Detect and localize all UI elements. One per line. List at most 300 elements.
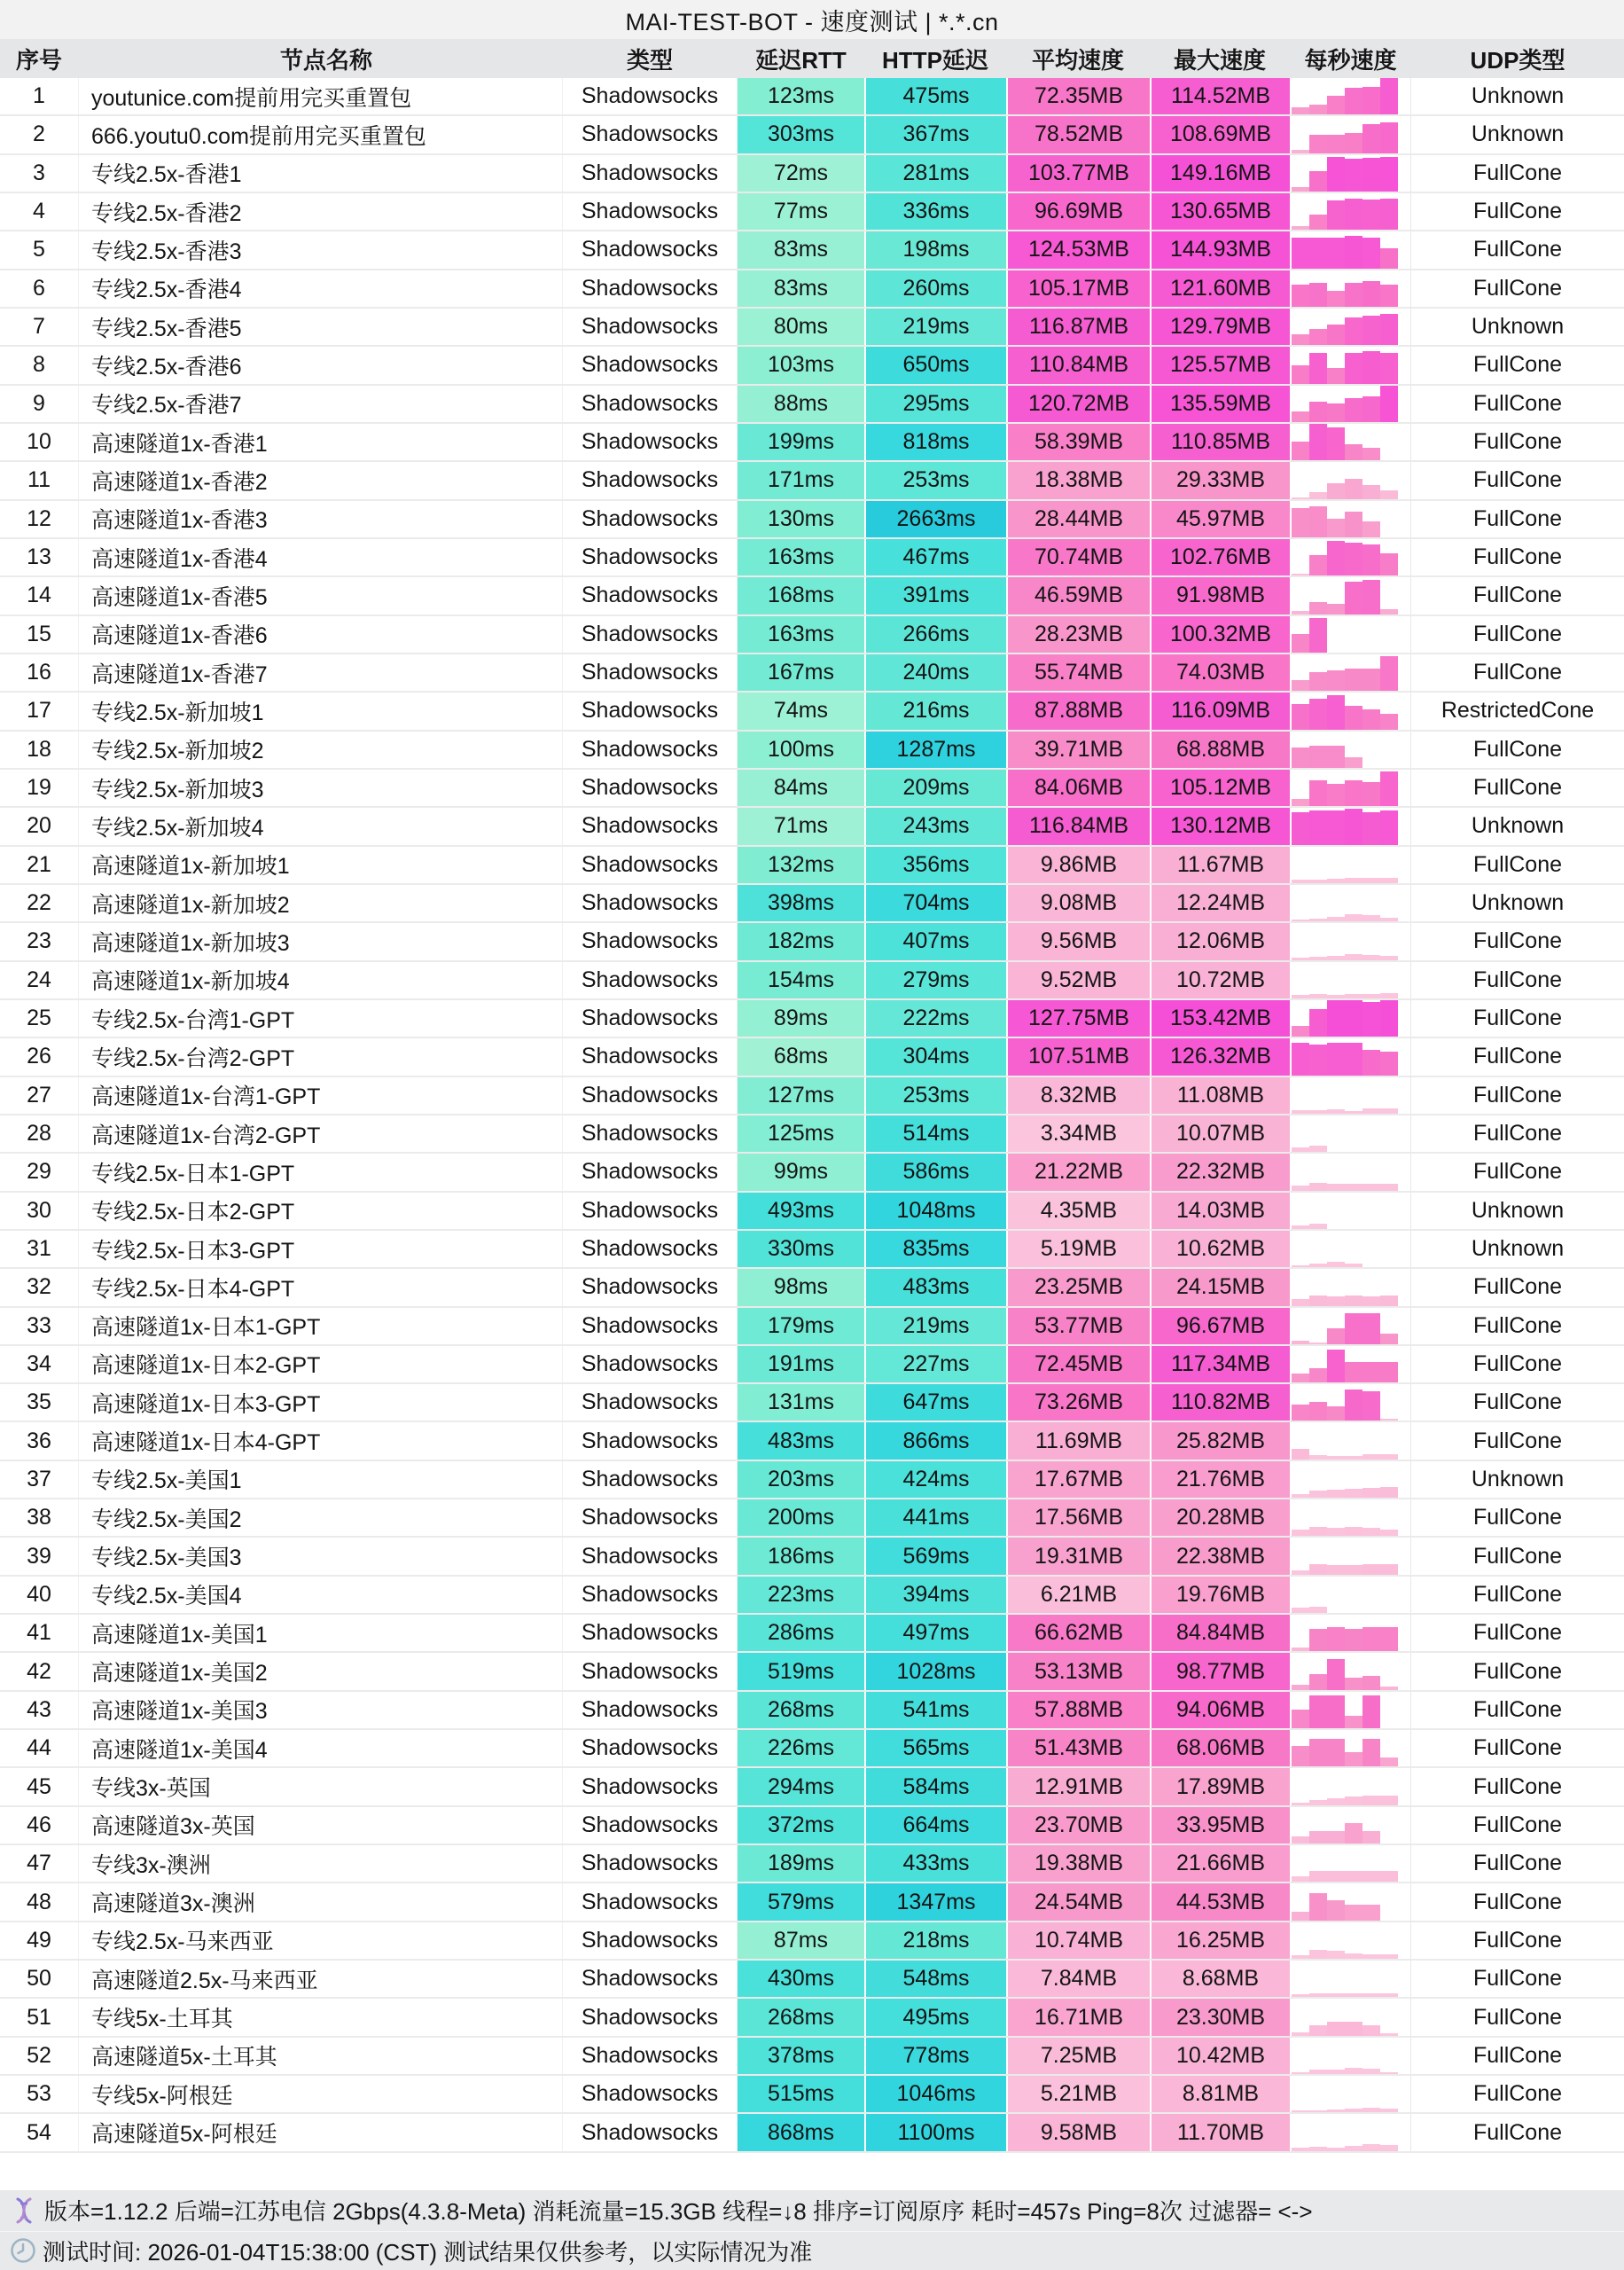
- speed-bar: [1309, 699, 1327, 730]
- per-second-speed-chart: [1290, 1577, 1411, 1613]
- row-index-cell: 1: [33, 83, 45, 109]
- row-index-cell: 26: [27, 1044, 51, 1069]
- avg-speed-cell: 18.38MB: [1006, 462, 1150, 498]
- speed-bar: [1345, 1313, 1362, 1344]
- latency-rtt-cell: 84ms: [738, 770, 864, 806]
- per-second-speed-chart: [1290, 193, 1411, 230]
- speed-bar: [1327, 135, 1345, 153]
- per-second-speed-chart: [1290, 2114, 1411, 2150]
- row-index-cell: 41: [27, 1620, 51, 1646]
- latency-rtt-cell: 163ms: [738, 539, 864, 575]
- udp-type-cell: FullCone: [1472, 1966, 1563, 1992]
- udp-type-cell: FullCone: [1472, 1082, 1563, 1108]
- max-speed-cell: 96.67MB: [1150, 1308, 1290, 1344]
- speed-bar: [1345, 1716, 1362, 1728]
- http-latency-cell: 1028ms: [864, 1653, 1006, 1689]
- table-row: [0, 885, 1624, 923]
- udp-type-cell: FullCone: [1472, 967, 1563, 992]
- speed-bar: [1327, 956, 1345, 960]
- http-latency-cell: 584ms: [864, 1768, 1006, 1804]
- http-latency-cell: 240ms: [864, 654, 1006, 691]
- clock-icon: [9, 2236, 37, 2265]
- http-latency-cell: 541ms: [864, 1692, 1006, 1728]
- speed-bar: [1380, 1487, 1398, 1498]
- avg-speed-cell: 116.84MB: [1006, 808, 1150, 844]
- udp-type-cell: FullCone: [1472, 544, 1563, 570]
- max-speed-cell: 10.62MB: [1150, 1231, 1290, 1267]
- per-second-speed-chart: [1290, 501, 1411, 537]
- speed-bar: [1292, 187, 1309, 192]
- speed-bar: [1292, 1147, 1309, 1152]
- table-row: [0, 1000, 1624, 1038]
- speed-bar: [1309, 1893, 1327, 1921]
- node-type-cell: Shadowsocks: [562, 1346, 738, 1382]
- node-type-cell: Shadowsocks: [562, 577, 738, 614]
- latency-rtt-cell: 579ms: [738, 1883, 864, 1920]
- per-second-speed-chart: [1290, 2076, 1411, 2112]
- http-latency-cell: 569ms: [864, 1538, 1006, 1574]
- node-name-cell: 专线2.5x-美国4: [78, 1577, 562, 1613]
- speed-bar: [1292, 1043, 1309, 1076]
- speed-bar: [1362, 1954, 1380, 1959]
- max-speed-cell: 45.97MB: [1150, 501, 1290, 537]
- node-name-cell: 专线3x-英国: [78, 1768, 562, 1804]
- speed-bar: [1309, 1739, 1327, 1766]
- speed-bar: [1345, 236, 1362, 269]
- speed-bar: [1362, 915, 1380, 921]
- table-row: [0, 654, 1624, 693]
- max-speed-cell: 105.12MB: [1150, 770, 1290, 806]
- latency-rtt-cell: 163ms: [738, 616, 864, 653]
- node-type-cell: Shadowsocks: [562, 270, 738, 307]
- speed-bar: [1345, 1184, 1362, 1191]
- udp-type-cell: FullCone: [1472, 1274, 1563, 1300]
- speed-bar: [1362, 1454, 1380, 1460]
- per-second-speed-chart: [1290, 1077, 1411, 1114]
- latency-rtt-cell: 171ms: [738, 462, 864, 498]
- row-index-cell: 10: [27, 429, 51, 455]
- speed-bar: [1309, 353, 1327, 384]
- latency-rtt-cell: 100ms: [738, 732, 864, 768]
- avg-speed-cell: 53.77MB: [1006, 1308, 1150, 1344]
- speed-bar: [1292, 1710, 1309, 1728]
- per-second-speed-chart: [1290, 770, 1411, 806]
- latency-rtt-cell: 72ms: [738, 155, 864, 192]
- table-row: [0, 1845, 1624, 1883]
- speed-bar: [1292, 1685, 1309, 1690]
- latency-rtt-cell: 199ms: [738, 424, 864, 460]
- udp-type-cell: FullCone: [1472, 660, 1563, 685]
- speed-bar: [1309, 1800, 1327, 1805]
- max-speed-cell: 25.82MB: [1150, 1422, 1290, 1459]
- table-row: [0, 616, 1624, 654]
- latency-rtt-cell: 132ms: [738, 847, 864, 883]
- avg-speed-cell: 96.69MB: [1006, 193, 1150, 230]
- latency-rtt-cell: 189ms: [738, 1845, 864, 1882]
- speed-bar: [1327, 1000, 1345, 1037]
- speed-bar: [1345, 543, 1362, 575]
- node-name-cell: 专线2.5x-香港5: [78, 309, 562, 345]
- node-type-cell: Shadowsocks: [562, 1499, 738, 1536]
- table-row: [0, 1038, 1624, 1076]
- speed-bar: [1327, 157, 1345, 192]
- speed-bar: [1362, 1993, 1380, 1997]
- speed-bar: [1345, 1796, 1362, 1805]
- speed-bar: [1309, 1674, 1327, 1690]
- table-row: [0, 1692, 1624, 1730]
- col-header-max-speed: 最大速度: [1173, 46, 1266, 74]
- speed-bar: [1380, 314, 1398, 345]
- udp-type-cell: RestrictedCone: [1441, 698, 1595, 724]
- table-footer-gap: [0, 2153, 1624, 2190]
- http-latency-cell: 253ms: [864, 1077, 1006, 1114]
- node-type-cell: Shadowsocks: [562, 1038, 738, 1075]
- node-name-cell: 专线2.5x-香港6: [78, 347, 562, 383]
- row-index-cell: 7: [33, 314, 45, 340]
- speed-bar: [1309, 880, 1327, 883]
- speed-bar: [1309, 746, 1327, 768]
- speed-bar: [1292, 680, 1309, 691]
- speed-bar: [1327, 1528, 1345, 1536]
- table-row: [0, 1499, 1624, 1538]
- node-name-cell: 高速隧道2.5x-马来西亚: [78, 1961, 562, 1997]
- speed-bar: [1309, 1607, 1327, 1613]
- row-index-cell: 46: [27, 1812, 51, 1837]
- speed-bar: [1292, 285, 1309, 307]
- row-index-cell: 45: [27, 1773, 51, 1799]
- http-latency-cell: 483ms: [864, 1269, 1006, 1305]
- speed-test-table: [0, 78, 1624, 2153]
- latency-rtt-cell: 398ms: [738, 885, 864, 921]
- row-index-cell: 38: [27, 1505, 51, 1530]
- speed-bar: [1362, 2069, 1380, 2074]
- speed-bar: [1380, 1419, 1398, 1421]
- speed-bar: [1345, 2022, 1362, 2036]
- speed-bar: [1380, 2072, 1398, 2074]
- speed-bar: [1292, 704, 1309, 730]
- table-row: [0, 501, 1624, 539]
- node-type-cell: Shadowsocks: [562, 193, 738, 230]
- speed-bar: [1380, 157, 1398, 192]
- speed-bar: [1362, 200, 1380, 230]
- per-second-speed-chart: [1290, 347, 1411, 383]
- node-name-cell: 专线2.5x-美国2: [78, 1499, 562, 1536]
- per-second-speed-chart: [1290, 1154, 1411, 1190]
- avg-speed-cell: 3.34MB: [1006, 1115, 1150, 1152]
- node-name-cell: 专线2.5x-香港2: [78, 193, 562, 230]
- row-index-cell: 51: [27, 2004, 51, 2030]
- speed-bar: [1362, 485, 1380, 499]
- table-header: [0, 39, 1624, 78]
- avg-speed-cell: 23.70MB: [1006, 1807, 1150, 1843]
- http-latency-cell: 198ms: [864, 231, 1006, 268]
- node-name-cell: 高速隧道1x-日本2-GPT: [78, 1346, 562, 1382]
- http-latency-cell: 394ms: [864, 1577, 1006, 1613]
- table-row: [0, 962, 1624, 1000]
- avg-speed-cell: 66.62MB: [1006, 1615, 1150, 1651]
- row-index-cell: 17: [27, 698, 51, 724]
- per-second-speed-chart: [1290, 1115, 1411, 1152]
- avg-speed-cell: 8.32MB: [1006, 1077, 1150, 1114]
- speed-bar: [1362, 316, 1380, 345]
- row-index-cell: 47: [27, 1851, 51, 1876]
- speed-bar: [1345, 1362, 1362, 1382]
- http-latency-cell: 586ms: [864, 1154, 1006, 1190]
- node-type-cell: Shadowsocks: [562, 1845, 738, 1882]
- per-second-speed-chart: [1290, 424, 1411, 460]
- avg-speed-cell: 4.35MB: [1006, 1193, 1150, 1229]
- speed-bar: [1292, 2072, 1309, 2074]
- table-row: [0, 78, 1624, 116]
- per-second-speed-chart: [1290, 654, 1411, 691]
- speed-bar: [1292, 748, 1309, 768]
- udp-type-cell: FullCone: [1472, 1851, 1563, 1876]
- speed-bar: [1309, 1402, 1327, 1421]
- speed-bar: [1345, 2146, 1362, 2151]
- max-speed-cell: 110.82MB: [1150, 1384, 1290, 1421]
- avg-speed-cell: 28.23MB: [1006, 616, 1150, 653]
- per-second-speed-chart: [1290, 270, 1411, 307]
- table-row: [0, 1461, 1624, 1499]
- speed-bar: [1327, 1659, 1345, 1690]
- table-row: [0, 732, 1624, 770]
- speed-bar: [1362, 669, 1380, 691]
- node-type-cell: Shadowsocks: [562, 386, 738, 422]
- table-row: [0, 1346, 1624, 1384]
- table-row: [0, 1577, 1624, 1615]
- speed-bar: [1292, 574, 1309, 575]
- node-type-cell: Shadowsocks: [562, 885, 738, 921]
- speed-bar: [1292, 995, 1309, 998]
- udp-type-cell: FullCone: [1472, 2119, 1563, 2145]
- speed-bar: [1345, 199, 1362, 230]
- speed-bar: [1362, 878, 1380, 883]
- speed-bar: [1362, 580, 1380, 614]
- per-second-speed-chart: [1290, 1422, 1411, 1459]
- speed-bar: [1362, 1313, 1380, 1344]
- node-type-cell: Shadowsocks: [562, 462, 738, 498]
- node-type-cell: Shadowsocks: [562, 616, 738, 653]
- speed-bar: [1327, 1900, 1345, 1921]
- speed-bar: [1362, 709, 1380, 730]
- row-index-cell: 32: [27, 1274, 51, 1300]
- table-row: [0, 309, 1624, 347]
- speed-bar: [1380, 122, 1398, 153]
- avg-speed-cell: 7.25MB: [1006, 2038, 1150, 2074]
- latency-rtt-cell: 493ms: [738, 1193, 864, 1229]
- speed-bar: [1327, 2022, 1345, 2036]
- node-name-cell: 高速隧道1x-美国4: [78, 1730, 562, 1766]
- http-latency-cell: 2663ms: [864, 501, 1006, 537]
- table-row: [0, 1115, 1624, 1154]
- latency-rtt-cell: 88ms: [738, 386, 864, 422]
- udp-type-cell: FullCone: [1472, 1006, 1563, 1031]
- node-name-cell: 高速隧道3x-澳洲: [78, 1883, 562, 1920]
- udp-type-cell: FullCone: [1472, 1159, 1563, 1185]
- speed-bar: [1309, 1871, 1327, 1882]
- max-speed-cell: 130.65MB: [1150, 193, 1290, 230]
- speed-bar: [1292, 150, 1309, 153]
- speed-bar: [1327, 1406, 1345, 1421]
- row-index-cell: 18: [27, 736, 51, 762]
- avg-speed-cell: 127.75MB: [1006, 1000, 1150, 1037]
- max-speed-cell: 22.32MB: [1150, 1154, 1290, 1190]
- node-type-cell: Shadowsocks: [562, 1577, 738, 1613]
- udp-type-cell: FullCone: [1472, 1735, 1563, 1761]
- udp-type-cell: FullCone: [1472, 621, 1563, 646]
- latency-rtt-cell: 131ms: [738, 1384, 864, 1421]
- latency-rtt-cell: 80ms: [738, 309, 864, 345]
- node-name-cell: 高速隧道1x-日本1-GPT: [78, 1308, 562, 1344]
- speed-bar: [1345, 1043, 1362, 1076]
- max-speed-cell: 20.28MB: [1150, 1499, 1290, 1536]
- node-name-cell: 666.youtu0.com提前用完买重置包: [78, 116, 562, 153]
- speed-bar: [1309, 402, 1327, 422]
- speed-bar: [1362, 1695, 1380, 1728]
- latency-rtt-cell: 99ms: [738, 1154, 864, 1190]
- col-header-node-name: 节点名称: [279, 46, 372, 74]
- col-header-latency-rtt: 延迟RTT: [755, 46, 847, 74]
- avg-speed-cell: 9.52MB: [1006, 962, 1150, 998]
- udp-type-cell: FullCone: [1472, 2081, 1563, 2107]
- max-speed-cell: 68.06MB: [1150, 1730, 1290, 1766]
- speed-bar: [1362, 2108, 1380, 2112]
- speed-bar: [1292, 1299, 1309, 1306]
- node-type-cell: Shadowsocks: [562, 309, 738, 345]
- latency-rtt-cell: 519ms: [738, 1653, 864, 1689]
- http-latency-cell: 407ms: [864, 923, 1006, 959]
- node-name-cell: 专线2.5x-美国1: [78, 1461, 562, 1498]
- speed-bar: [1309, 1009, 1327, 1037]
- speed-bar: [1380, 1954, 1398, 1959]
- speed-bar: [1362, 1905, 1380, 1921]
- table-row: [0, 808, 1624, 846]
- per-second-speed-chart: [1290, 1845, 1411, 1882]
- udp-type-cell: FullCone: [1472, 390, 1563, 416]
- table-row: [0, 770, 1624, 808]
- table-row: [0, 2114, 1624, 2152]
- udp-type-cell: FullCone: [1472, 1773, 1563, 1799]
- speed-bar: [1380, 656, 1398, 691]
- speed-bar: [1309, 1110, 1327, 1114]
- speed-bar: [1292, 1570, 1309, 1575]
- node-type-cell: Shadowsocks: [562, 962, 738, 998]
- speed-bar: [1380, 1184, 1398, 1191]
- latency-rtt-cell: 168ms: [738, 577, 864, 614]
- table-row: [0, 1653, 1624, 1691]
- speed-bar: [1380, 1757, 1398, 1766]
- table-row: [0, 1922, 1624, 1961]
- table-row: [0, 386, 1624, 424]
- max-speed-cell: 17.89MB: [1150, 1768, 1290, 1804]
- speed-bar: [1309, 171, 1327, 192]
- avg-speed-cell: 103.77MB: [1006, 155, 1150, 192]
- speed-bar: [1309, 1295, 1327, 1306]
- speed-bar: [1292, 1449, 1309, 1460]
- node-type-cell: Shadowsocks: [562, 1768, 738, 1804]
- speed-bar: [1345, 757, 1362, 768]
- speed-bar: [1345, 1000, 1362, 1037]
- latency-rtt-cell: 130ms: [738, 501, 864, 537]
- latency-rtt-cell: 294ms: [738, 1768, 864, 1804]
- table-row: [0, 1615, 1624, 1653]
- udp-type-cell: FullCone: [1472, 1812, 1563, 1837]
- node-name-cell: 专线2.5x-新加坡4: [78, 808, 562, 844]
- speed-bar: [1292, 634, 1309, 653]
- table-row: [0, 577, 1624, 615]
- avg-speed-cell: 5.21MB: [1006, 2076, 1150, 2112]
- per-second-speed-chart: [1290, 885, 1411, 921]
- speed-bar: [1345, 1111, 1362, 1114]
- speed-bar: [1345, 2068, 1362, 2074]
- avg-speed-cell: 9.86MB: [1006, 847, 1150, 883]
- latency-rtt-cell: 378ms: [738, 2038, 864, 2074]
- node-name-cell: 高速隧道1x-香港7: [78, 654, 562, 691]
- table-row: [0, 347, 1624, 385]
- latency-rtt-cell: 83ms: [738, 270, 864, 307]
- node-name-cell: 高速隧道1x-香港2: [78, 462, 562, 498]
- node-type-cell: Shadowsocks: [562, 2114, 738, 2150]
- speed-bar: [1309, 329, 1327, 345]
- table-row: [0, 1999, 1624, 2037]
- udp-type-cell: FullCone: [1472, 237, 1563, 262]
- per-second-speed-chart: [1290, 1922, 1411, 1959]
- per-second-speed-chart: [1290, 155, 1411, 192]
- speed-bar: [1380, 199, 1398, 230]
- per-second-speed-chart: [1290, 1269, 1411, 1305]
- avg-speed-cell: 87.88MB: [1006, 693, 1150, 729]
- max-speed-cell: 12.06MB: [1150, 923, 1290, 959]
- row-index-cell: 23: [27, 928, 51, 954]
- col-header-type: 类型: [626, 46, 673, 74]
- speed-bar: [1327, 1184, 1345, 1191]
- max-speed-cell: 149.16MB: [1150, 155, 1290, 192]
- avg-speed-cell: 9.58MB: [1006, 2114, 1150, 2150]
- speed-bar: [1345, 1489, 1362, 1498]
- avg-speed-cell: 53.13MB: [1006, 1653, 1150, 1689]
- http-latency-cell: 818ms: [864, 424, 1006, 460]
- node-name-cell: 专线2.5x-日本2-GPT: [78, 1193, 562, 1229]
- table-row: [0, 1538, 1624, 1576]
- row-index-cell: 3: [33, 160, 45, 185]
- speed-bar: [1327, 541, 1345, 575]
- footer-time-text: 测试时间: 2026-01-04T15:38:00 (CST) 测试结果仅供参考，以实际情况为准: [43, 2238, 813, 2266]
- avg-speed-cell: 39.71MB: [1006, 732, 1150, 768]
- http-latency-cell: 475ms: [864, 78, 1006, 114]
- speed-bar: [1309, 957, 1327, 960]
- speed-bar: [1380, 1000, 1398, 1037]
- latency-rtt-cell: 87ms: [738, 1922, 864, 1959]
- speed-bar: [1380, 609, 1398, 614]
- row-index-cell: 22: [27, 890, 51, 916]
- speed-bar: [1380, 2109, 1398, 2112]
- row-index-cell: 27: [27, 1082, 51, 1108]
- node-type-cell: Shadowsocks: [562, 1461, 738, 1498]
- node-name-cell: 专线2.5x-台湾2-GPT: [78, 1038, 562, 1075]
- per-second-speed-chart: [1290, 386, 1411, 422]
- latency-rtt-cell: 200ms: [738, 1499, 864, 1536]
- latency-rtt-cell: 74ms: [738, 693, 864, 729]
- col-header-index: 序号: [15, 46, 62, 74]
- speed-bar: [1380, 1993, 1398, 1997]
- speed-bar: [1380, 553, 1398, 575]
- node-type-cell: Shadowsocks: [562, 732, 738, 768]
- latency-rtt-cell: 515ms: [738, 2076, 864, 2112]
- avg-speed-cell: 16.71MB: [1006, 1999, 1150, 2035]
- speed-bar: [1327, 1871, 1345, 1882]
- node-type-cell: Shadowsocks: [562, 501, 738, 537]
- node-name-cell: 高速隧道5x-阿根廷: [78, 2114, 562, 2150]
